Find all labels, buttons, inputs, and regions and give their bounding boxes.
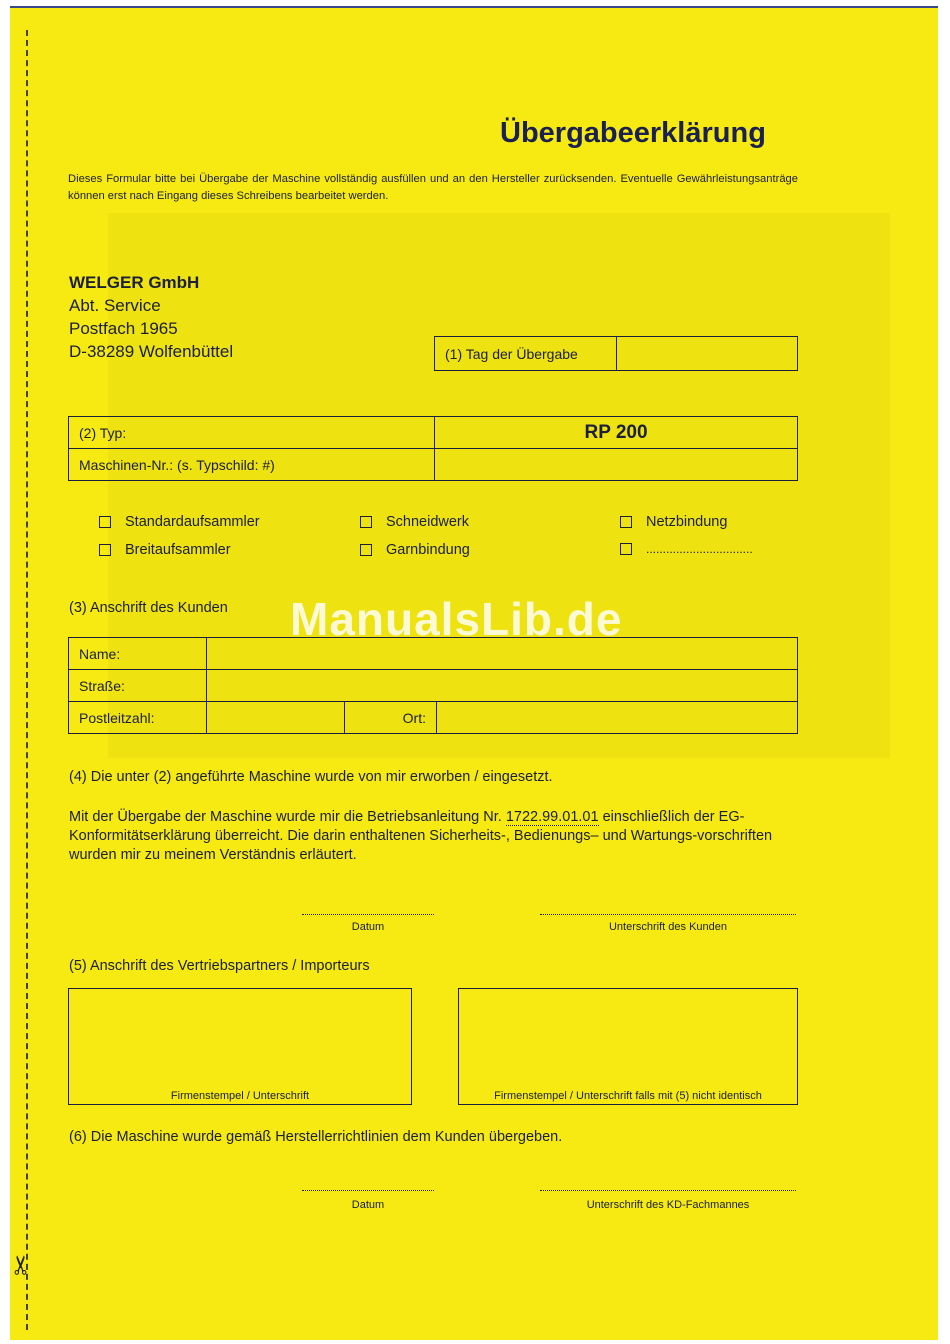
company-name: WELGER GmbH: [69, 273, 200, 292]
handover-day-field[interactable]: [617, 337, 798, 371]
checkbox-icon[interactable]: [620, 516, 632, 528]
dealer-stamp-box[interactable]: [68, 988, 412, 1105]
section6-heading: (6) Die Maschine wurde gemäß Herstellerrichtlinien dem Kunden übergeben.: [69, 1129, 563, 1145]
serial-label: Maschinen-Nr.: (s. Typschild: #): [69, 449, 435, 481]
watermark: ManualsLib.de: [290, 593, 623, 645]
serial-field[interactable]: [435, 449, 798, 481]
handover-day-table: [434, 336, 798, 371]
type-value: RP 200: [435, 417, 798, 449]
city-label: Ort:: [345, 702, 437, 734]
street-field[interactable]: [207, 670, 798, 702]
postbox: Postfach 1965: [69, 319, 178, 338]
postal-city: D-38289 Wolfenbüttel: [69, 342, 234, 361]
zip-label: Postleitzahl:: [69, 702, 207, 734]
technician-signature-caption: Unterschrift des KD-Fachmannes: [586, 1199, 750, 1211]
option-garnbindung[interactable]: Garnbindung: [360, 542, 470, 558]
department: Abt. Service: [69, 296, 161, 315]
checkbox-icon[interactable]: [360, 516, 372, 528]
importer-stamp-box[interactable]: [458, 988, 798, 1105]
customer-heading: (3) Anschrift des Kunden: [69, 600, 228, 616]
importer-stamp-caption: Firmenstempel / Unterschrift falls mit (5) nicht identisch: [494, 1090, 762, 1102]
city-field[interactable]: [437, 702, 798, 734]
option-netzbindung[interactable]: Netzbindung: [620, 514, 727, 530]
manual-number: 1722.99.01.01: [505, 809, 599, 825]
scissors-icon: ✂: [6, 1254, 37, 1276]
date-line-4[interactable]: [302, 914, 434, 915]
manufacturer-address: [69, 271, 233, 363]
intro-text: Dieses Formular bitte bei Übergabe der Maschine vollständig ausfüllen und an den Hersteller zurücksenden. Eventuelle Gewährleistungsanträge können erst nach Eingang dieses Schreibens bearbeitet werden.: [68, 173, 798, 202]
section4-text: Mit der Übergabe der Maschine wurde mir die Betriebsanleitung Nr. 1722.99.01.01 einschließlich der EG-Konformitätserklärung überreicht. Die darin enthaltenen Sicherheits-, Bedienungs– und Wartungs-vorschriften wurden mir zu meinem Verständnis erläutert.: [69, 809, 773, 863]
date-line-6[interactable]: [302, 1190, 434, 1191]
type-label: (2) Typ:: [69, 417, 435, 449]
option-standardaufsammler[interactable]: Standardaufsammler: [99, 514, 260, 530]
section5-heading: (5) Anschrift des Vertriebspartners / Importeurs: [69, 958, 370, 974]
checkbox-icon[interactable]: [620, 543, 632, 555]
type-table: [68, 416, 798, 481]
street-label: Straße:: [69, 670, 207, 702]
form-title: Übergabeerklärung: [500, 117, 766, 149]
option-schneidwerk[interactable]: Schneidwerk: [360, 514, 469, 530]
checkbox-icon[interactable]: [99, 516, 111, 528]
zip-field[interactable]: [207, 702, 345, 734]
customer-table: [68, 637, 798, 734]
handover-day-label: (1) Tag der Übergabe: [435, 337, 617, 371]
date-caption-4: Datum: [351, 921, 385, 933]
dealer-stamp-caption: Firmenstempel / Unterschrift: [170, 1090, 310, 1102]
checkbox-icon[interactable]: [360, 544, 372, 556]
technician-signature-line[interactable]: [540, 1190, 796, 1191]
checkbox-icon[interactable]: [99, 544, 111, 556]
name-label: Name:: [69, 638, 207, 670]
option-other[interactable]: ................................: [620, 542, 753, 556]
section4-heading: (4) Die unter (2) angeführte Maschine wurde von mir erworben / eingesetzt.: [69, 769, 553, 785]
option-breitaufsammler[interactable]: Breitaufsammler: [99, 542, 231, 558]
cut-line: [26, 30, 28, 1330]
customer-signature-line[interactable]: [540, 914, 796, 915]
date-caption-6: Datum: [351, 1199, 385, 1211]
customer-signature-caption: Unterschrift des Kunden: [608, 921, 727, 933]
